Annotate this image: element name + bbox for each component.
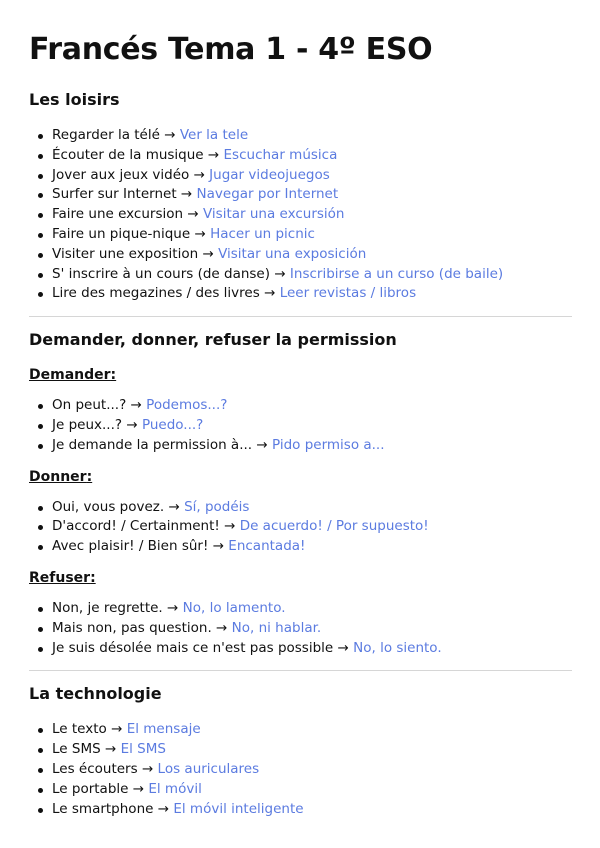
subheading-refuser: Refuser:: [29, 569, 96, 586]
arrow-right-icon: →: [104, 741, 117, 758]
subheading-demander: Demander:: [29, 367, 117, 384]
spanish-translation: Ver la tele: [179, 127, 249, 143]
french-term: Jover aux jeux vidéo: [52, 166, 190, 183]
subheading-label-refuser: Refuser: [29, 569, 91, 586]
arrow-right-icon: →: [187, 206, 199, 223]
spanish-translation: De acuerdo! / Por supuesto!: [239, 518, 429, 535]
french-term: Écouter de la musique: [52, 146, 204, 163]
subheading-label-donner: Donner: [29, 468, 87, 485]
vocab-item: [52, 760, 572, 780]
arrow-right-icon: →: [207, 146, 220, 163]
vocab-item: [52, 498, 572, 518]
arrow-right-icon: →: [168, 498, 180, 515]
spanish-translation: Pido permiso a...: [271, 436, 385, 453]
spanish-translation: Podemos...?: [146, 397, 228, 414]
subheading-donner: Donner:: [29, 468, 93, 485]
spanish-translation: El mensaje: [126, 721, 201, 738]
arrow-right-icon: →: [157, 800, 170, 817]
vocab-item: [52, 146, 572, 166]
divider: [29, 316, 572, 317]
vocab-item: [52, 599, 572, 619]
arrow-right-icon: →: [337, 639, 349, 656]
arrow-right-icon: →: [224, 518, 236, 535]
section-loisirs: [29, 89, 572, 304]
arrow-right-icon: →: [180, 186, 193, 203]
spanish-translation: Leer revistas / libros: [279, 285, 417, 302]
vocab-item: [52, 780, 572, 800]
spanish-translation: Navegar por Internet: [196, 186, 339, 203]
arrow-right-icon: →: [141, 760, 154, 777]
french-term: Visiter une exposition: [52, 245, 199, 262]
vocab-item: [52, 800, 572, 820]
french-term: Le portable: [52, 780, 129, 797]
vocab-list-technologie: [29, 720, 572, 819]
page-title: Francés Tema 1 - 4º ESO: [29, 32, 433, 67]
arrow-right-icon: →: [126, 416, 138, 433]
french-term: S' inscrire à un cours (de danse): [52, 265, 271, 282]
spanish-translation: Hacer un picnic: [210, 225, 315, 242]
french-term: Lire des megazines / des livres: [52, 285, 260, 302]
french-term: Le texto: [52, 721, 107, 738]
french-term: Surfer sur Internet: [52, 186, 177, 203]
french-term: Je demande la permission à...: [52, 436, 253, 453]
arrow-right-icon: →: [132, 780, 145, 797]
section-heading-technologie: La technologie: [29, 684, 162, 704]
section-permission: [29, 329, 572, 658]
french-term: Le SMS: [52, 741, 101, 758]
spanish-translation: Encantada!: [228, 538, 306, 555]
vocab-item: [52, 416, 572, 436]
vocab-item: [52, 166, 572, 186]
vocab-item: [52, 517, 572, 537]
vocab-list-donner: [29, 498, 572, 557]
arrow-right-icon: →: [212, 538, 224, 555]
spanish-translation: Escuchar música: [223, 146, 338, 163]
spanish-translation: El SMS: [120, 741, 166, 758]
vocab-item: [52, 436, 572, 456]
arrow-right-icon: →: [167, 599, 179, 616]
french-term: Les écouters: [52, 760, 138, 777]
arrow-right-icon: →: [130, 397, 142, 414]
spanish-translation: Visitar una exposición: [218, 245, 367, 262]
spanish-translation: No, lo lamento.: [182, 599, 286, 616]
spanish-translation: Inscribirse a un curso (de baile): [289, 265, 504, 282]
spanish-translation: Jugar videojuegos: [209, 166, 330, 183]
french-term: Je suis désolée mais ce n'est pas possible: [52, 639, 334, 656]
vocab-item: [52, 205, 572, 225]
vocab-item: [52, 720, 572, 740]
arrow-right-icon: →: [164, 127, 176, 143]
french-term: Le smartphone: [52, 800, 154, 817]
vocab-item: [52, 284, 572, 304]
vocab-list-loisirs: [29, 126, 572, 304]
french-term: Mais non, pas question.: [52, 619, 212, 636]
french-term: Faire une excursion: [52, 206, 184, 223]
arrow-right-icon: →: [193, 166, 205, 183]
section-technologie: [29, 683, 572, 819]
spanish-translation: Sí, podéis: [184, 498, 250, 515]
french-term: On peut...?: [52, 397, 127, 414]
spanish-translation: No, lo siento.: [353, 639, 442, 656]
spanish-translation: El móvil: [148, 780, 202, 797]
vocab-item: [52, 245, 572, 265]
vocab-item: [52, 265, 572, 285]
spanish-translation: Puedo...?: [141, 416, 204, 433]
vocab-item: [52, 396, 572, 416]
arrow-right-icon: →: [194, 225, 206, 242]
section-heading-permission: Demander, donner, refuser la permission: [29, 330, 397, 350]
subheading-label-demander: Demander: [29, 367, 111, 384]
french-term: Non, je regrette.: [52, 599, 163, 616]
spanish-translation: No, ni hablar.: [231, 619, 322, 636]
vocab-list-refuser: [29, 599, 572, 658]
french-term: Regarder la télé: [52, 127, 160, 143]
vocab-item: [52, 639, 572, 659]
arrow-right-icon: →: [264, 285, 276, 302]
french-term: Avec plaisir! / Bien sûr!: [52, 538, 209, 555]
french-term: Faire un pique-nique: [52, 225, 191, 242]
vocab-item: [52, 619, 572, 639]
vocab-item: [52, 740, 572, 760]
french-term: Oui, vous povez.: [52, 498, 165, 515]
spanish-translation: Visitar una excursión: [202, 206, 345, 223]
french-term: D'accord! / Certainment!: [52, 518, 220, 535]
divider: [29, 670, 572, 671]
vocab-item: [52, 185, 572, 205]
arrow-right-icon: →: [274, 265, 286, 282]
arrow-right-icon: →: [202, 245, 214, 262]
french-term: Je peux...?: [52, 416, 123, 433]
vocab-item: [52, 225, 572, 245]
arrow-right-icon: →: [111, 721, 123, 738]
section-heading-loisirs: Les loisirs: [29, 90, 120, 109]
arrow-right-icon: →: [216, 619, 228, 636]
vocab-list-demander: [29, 396, 572, 455]
spanish-translation: Los auriculares: [157, 760, 260, 777]
spanish-translation: El móvil inteligente: [173, 800, 304, 817]
vocab-item: [52, 126, 572, 146]
vocab-item: [52, 537, 572, 557]
arrow-right-icon: →: [256, 436, 268, 453]
